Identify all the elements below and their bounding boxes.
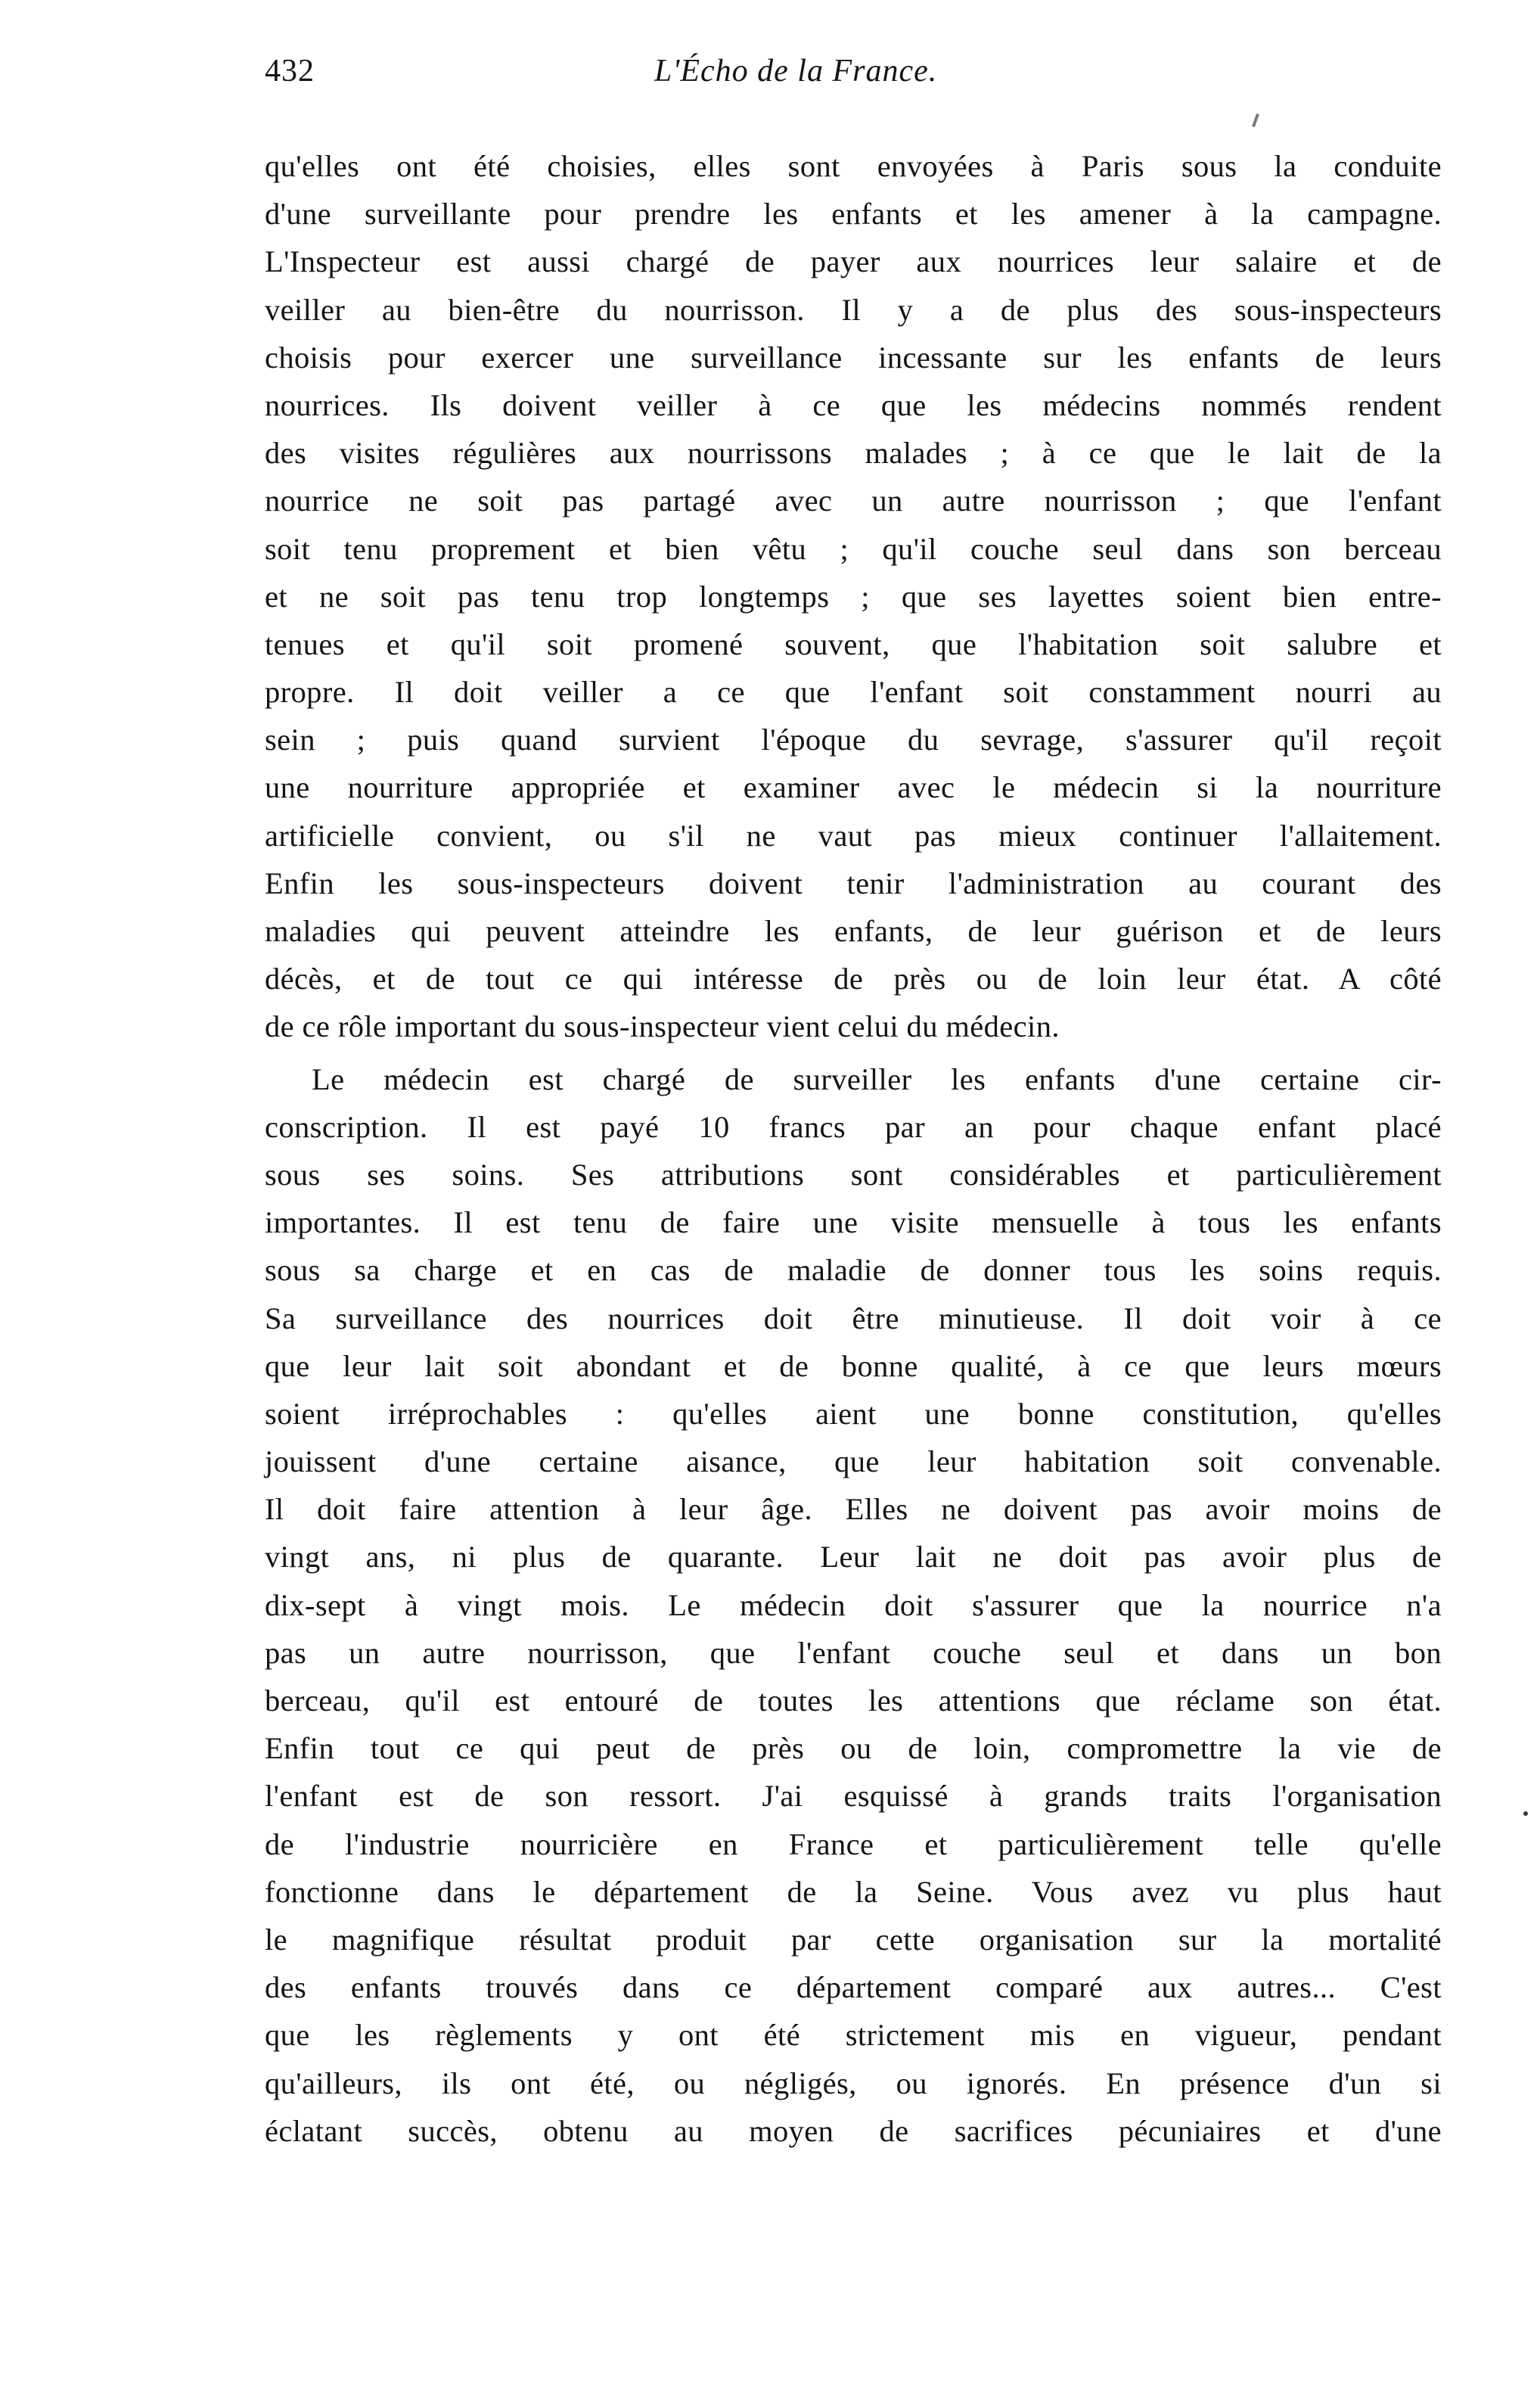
paragraph — [265, 142, 1442, 1051]
text-line: importantes. Il est tenu de faire une visite mensuelle à tous les enfants — [265, 1205, 1442, 1240]
text-line: Enfin les sous-inspecteurs doivent tenir l'administration au courant des — [265, 866, 1442, 900]
text-line: sein ; puis quand survient l'époque du sevrage, s'assurer qu'il reçoit — [265, 723, 1442, 757]
text-line: d'une surveillante pour prendre les enfants et les amener à la campagne. — [265, 197, 1442, 232]
text-line: sous ses soins. Ses attributions sont considérables et particulièrement — [265, 1157, 1442, 1192]
text-line: Il doit faire attention à leur âge. Elles ne doivent pas avoir moins de — [265, 1492, 1442, 1527]
text-line: que leur lait soit abondant et de bonne qualité, à ce que leurs mœurs — [265, 1348, 1442, 1383]
text-line: jouissent d'une certaine aisance, que leur habitation soit convenable. — [265, 1444, 1442, 1479]
text-line: artificielle convient, ou s'il ne vaut pas mieux continuer l'allaitement. — [265, 818, 1442, 853]
text-line: maladies qui peuvent atteindre les enfants, de leur guérison et de leurs — [265, 914, 1442, 948]
text-line: veiller au bien-être du nourrisson. Il y a de plus des sous-inspecteurs — [265, 292, 1442, 327]
text-line: qu'ailleurs, ils ont été, ou négligés, ou ignorés. En présence d'un si — [265, 2066, 1442, 2100]
text-line: Enfin tout ce qui peut de près ou de loin, compromettre la vie de — [265, 1731, 1442, 1766]
text-line: conscription. Il est payé 10 francs par an pour chaque enfant placé — [265, 1109, 1442, 1144]
text-line: une nourriture appropriée et examiner avec le médecin si la nourriture — [265, 770, 1442, 805]
text-line: Sa surveillance des nourrices doit être minutieuse. Il doit voir à ce — [265, 1301, 1442, 1335]
text-line: décès, et de tout ce qui intéresse de près ou de loin leur état. A côté — [265, 962, 1442, 996]
text-line: nourrices. Ils doivent veiller à ce que les médecins nommés rendent — [265, 387, 1442, 422]
text-line: éclatant succès, obtenu au moyen de sacrifices pécuniaires et d'une — [265, 2113, 1442, 2148]
running-head — [265, 53, 1082, 98]
text-line: le magnifique résultat produit par cette organisation sur la mortalité — [265, 1922, 1442, 1957]
page-number: 432 — [265, 54, 315, 89]
text-line: sous sa charge et en cas de maladie de donner tous les soins requis. — [265, 1253, 1442, 1288]
text-line: de ce rôle important du sous-inspecteur vient celui du médecin. — [265, 1009, 1060, 1044]
text-line: qu'elles ont été choisies, elles sont envoyées à Paris sous la conduite — [265, 149, 1442, 183]
journal-title: L'Écho de la France. — [654, 54, 938, 89]
text-line: que les règlements y ont été strictement mis en vigueur, pendant — [265, 2018, 1442, 2053]
paragraph — [265, 1055, 1442, 2155]
text-line: pas un autre nourrisson, que l'enfant couche seul et dans un bon — [265, 1635, 1442, 1670]
text-line: berceau, qu'il est entouré de toutes les attentions que réclame son état. — [265, 1683, 1442, 1717]
text-line: L'Inspecteur est aussi chargé de payer aux nourrices leur salaire et de — [265, 244, 1442, 279]
body-text — [265, 142, 1442, 2155]
text-line: tenues et qu'il soit promené souvent, que l'habitation soit salubre et — [265, 626, 1442, 661]
text-line: choisis pour exercer une surveillance incessante sur les enfants de leurs — [265, 340, 1442, 375]
text-line: soit tenu proprement et bien vêtu ; qu'il couche seul dans son berceau — [265, 531, 1442, 566]
text-line: soient irréprochables : qu'elles aient une bonne constitution, qu'elles — [265, 1396, 1442, 1431]
text-line: vingt ans, ni plus de quarante. Leur lait ne doit pas avoir plus de — [265, 1540, 1442, 1574]
text-line: l'enfant est de son ressort. J'ai esquissé à grands traits l'organisation — [265, 1779, 1442, 1814]
text-line: Le médecin est chargé de surveiller les enfants d'une certaine cir- — [312, 1062, 1442, 1096]
print-blemish — [1523, 1811, 1528, 1816]
text-line: dix-sept à vingt mois. Le médecin doit s'assurer que la nourrice n'a — [265, 1587, 1442, 1622]
print-blemish — [1252, 113, 1259, 127]
text-line: de l'industrie nourricière en France et particulièrement telle qu'elle — [265, 1826, 1442, 1861]
text-line: nourrice ne soit pas partagé avec un autre nourrisson ; que l'enfant — [265, 483, 1442, 518]
text-line: des visites régulières aux nourrissons malades ; à ce que le lait de la — [265, 436, 1442, 471]
text-line: et ne soit pas tenu trop longtemps ; que ses layettes soient bien entre- — [265, 579, 1442, 614]
text-line: fonctionne dans le département de la Seine. Vous avez vu plus haut — [265, 1874, 1442, 1909]
text-line: propre. Il doit veiller a ce que l'enfant soit constamment nourri au — [265, 675, 1442, 710]
text-line: des enfants trouvés dans ce département comparé aux autres... C'est — [265, 1970, 1442, 2005]
